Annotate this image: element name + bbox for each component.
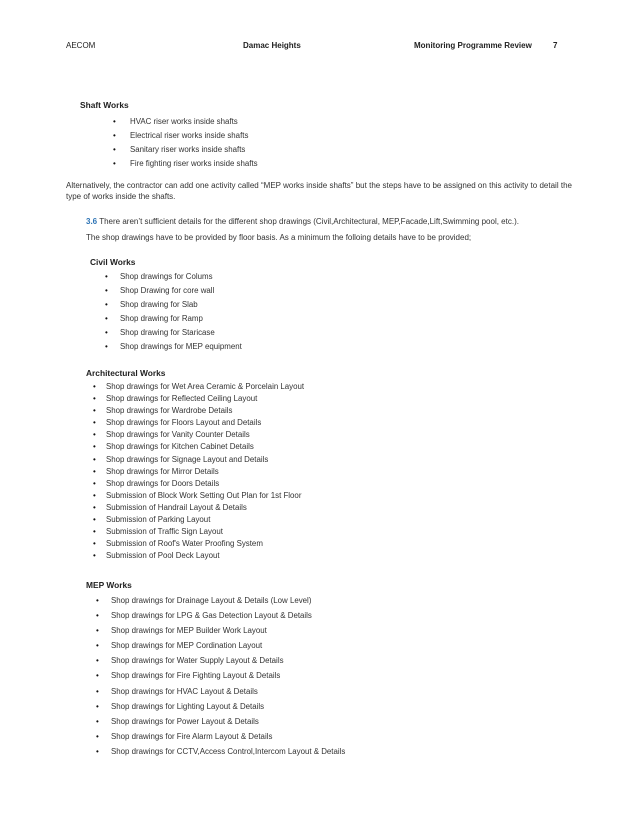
header-company: AECOM xyxy=(66,41,96,50)
shaft-works-heading: Shaft Works xyxy=(80,100,129,110)
list-item: • Shop drawings for Water Supply Layout & Details xyxy=(111,653,346,668)
list-item: • Shop drawings for HVAC Layout & Details xyxy=(111,684,346,699)
list-item: • Shop drawings for Fire Alarm Layout & Details xyxy=(111,729,346,744)
list-item: • Submission of Pool Deck Layout xyxy=(106,550,304,562)
list-item: • Shop drawings for Signage Layout and Details xyxy=(106,454,304,466)
list-item: • Submission of Block Work Setting Out Plan for 1st Floor xyxy=(106,490,304,502)
list-item: • Shop drawing for Ramp xyxy=(120,312,242,326)
section-3-6-line-1: There aren’t sufficient details for the different shop drawings (Civil,Architectural, MEP,Facade,Lift,Swimming pool, etc.). xyxy=(97,217,519,226)
list-item: • Shop drawings for Colums xyxy=(120,270,242,284)
list-item: • Shop drawings for LPG & Gas Detection Layout & Details xyxy=(111,608,346,623)
list-item: • Shop drawings for Fire Fighting Layout & Details xyxy=(111,668,346,683)
list-item: • Submission of Parking Layout xyxy=(106,514,304,526)
list-item: • Shop drawings for Wardrobe Details xyxy=(106,405,304,417)
list-item: • Sanitary riser works inside shafts xyxy=(130,143,258,157)
list-item: • Shop drawings for MEP Cordination Layout xyxy=(111,638,346,653)
architectural-works-heading: Architectural Works xyxy=(86,368,166,378)
list-item: • Electrical riser works inside shafts xyxy=(130,129,258,143)
list-item: • Shop drawings for Mirror Details xyxy=(106,466,304,478)
architectural-works-list xyxy=(106,381,304,562)
civil-works-list xyxy=(120,270,242,354)
list-item: • Shop drawings for Doors Details xyxy=(106,478,304,490)
list-item: • Shop drawings for Power Layout & Details xyxy=(111,714,346,729)
mep-works-heading: MEP Works xyxy=(86,580,132,590)
list-item: • Shop drawings for Reflected Ceiling Layout xyxy=(106,393,304,405)
list-item: • Shop drawings for Lighting Layout & Details xyxy=(111,699,346,714)
list-item: • Submission of Handrail Layout & Details xyxy=(106,502,304,514)
list-item: • Shop drawings for Wet Area Ceramic & Porcelain Layout xyxy=(106,381,304,393)
list-item: • Shop drawings for CCTV,Access Control,Intercom Layout & Details xyxy=(111,744,346,772)
header-report-title: Monitoring Programme Review xyxy=(414,41,532,50)
civil-works-heading: Civil Works xyxy=(90,257,136,267)
list-item: • Shop drawing for Staricase xyxy=(120,326,242,340)
list-item: • Shop drawings for MEP equipment xyxy=(120,340,242,354)
list-item: • HVAC riser works inside shafts xyxy=(130,115,258,129)
alternative-paragraph: Alternatively, the contractor can add one activity called “MEP works inside shafts” but the steps have to be assigned on this activity to detail the type of works inside the shafts. xyxy=(66,181,572,201)
list-item: • Shop drawings for Drainage Layout & Details (Low Level) xyxy=(111,593,346,608)
list-item: • Fire fighting riser works inside shafts xyxy=(130,157,258,171)
list-item: • Submission of Traffic Sign Layout xyxy=(106,526,304,538)
header-page-number: 7 xyxy=(553,41,558,50)
shaft-works-list xyxy=(130,115,258,171)
list-item: • Shop drawings for MEP Builder Work Layout xyxy=(111,623,346,638)
section-3-6-paragraph xyxy=(86,216,576,227)
list-item: • Submission of Roof's Water Proofing System xyxy=(106,538,304,550)
section-3-6-line-2: The shop drawings have to be provided by floor basis. As a minimum the folloing details have to be provided; xyxy=(86,233,472,242)
header-project: Damac Heights xyxy=(243,41,301,50)
section-number: 3.6 xyxy=(86,217,98,226)
list-item: • Shop drawings for Floors Layout and Details xyxy=(106,417,304,429)
mep-works-list xyxy=(111,593,346,772)
list-item: • Shop drawings for Kitchen Cabinet Details xyxy=(106,441,304,453)
list-item: • Shop Drawing for core wall xyxy=(120,284,242,298)
list-item: • Shop drawings for Vanity Counter Details xyxy=(106,429,304,441)
list-item: • Shop drawing for Slab xyxy=(120,298,242,312)
